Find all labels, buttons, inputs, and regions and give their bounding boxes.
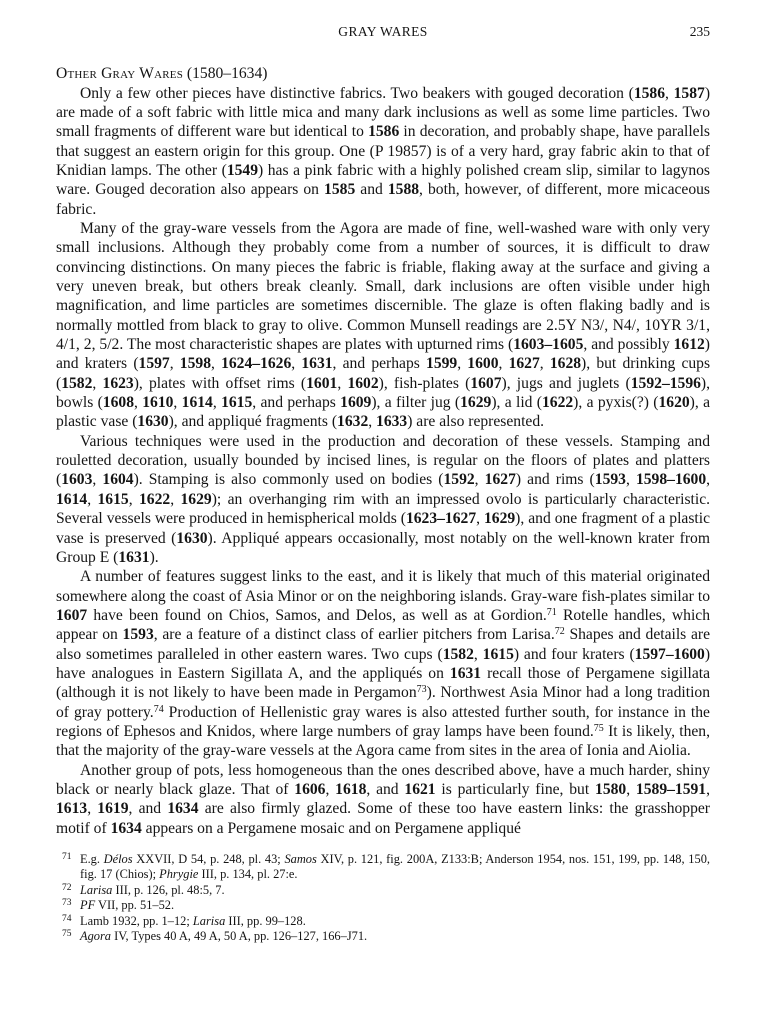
footnote-number: 73	[62, 898, 72, 909]
footnote-text: Lamb 1932, pp. 1–12; Larisa III, pp. 99–128.	[80, 913, 306, 928]
section-heading-range: (1580–1634)	[183, 65, 268, 82]
footnote	[56, 929, 710, 944]
footnote-number: 75	[62, 929, 72, 940]
running-head	[56, 22, 710, 48]
paragraph: Various techniques were used in the production and decoration of these vessels. Stamping and rouletted decoration, usually bounded by incised lines, is regular on the floors of plates and platters (1603, 1604). Stamping is also commonly used on bodies (1592, 1627) and rims (1593, 1598–1600, 1614, 1615, 1622, 1629); an overhanging rim with an impressed ovolo is particularly characteristic. Several vessels were produced in hemispherical molds (1623–1627, 1629), and one fragment of a plastic vase is preserved (1630). Appliqué appears occasionally, most notably on the well-known krater from Group E (1631).	[56, 432, 711, 566]
body-text	[56, 84, 710, 838]
footnote-text: PF VII, pp. 51–52.	[80, 898, 175, 913]
footnote-number: 72	[62, 882, 72, 893]
footnotes	[56, 852, 710, 944]
footnote	[56, 852, 710, 883]
running-title: GRAY WARES	[338, 24, 428, 39]
footnote-text: Larisa III, p. 126, pl. 48:5, 7.	[80, 882, 225, 897]
page-number: 235	[689, 24, 710, 39]
section-heading-title: Other Gray Wares	[56, 65, 184, 82]
section-heading	[56, 64, 710, 84]
footnote-text: Agora IV, Types 40 A, 49 A, 50 A, pp. 126–127, 166–J71.	[80, 929, 368, 944]
footnote	[56, 883, 710, 898]
footnote-number: 71	[62, 852, 72, 862]
footnote-text: E.g. Délos XXVII, D 54, p. 248, pl. 43; Samos XIV, p. 121, fig. 200A, Z133:B; Anderson 1954, nos. 151, 199, pp. 148, 150, fig. 17 (Chios); Phrygie III, p. 134, pl. 27:e.	[80, 852, 710, 882]
paragraph: Another group of pots, less homogeneous than the ones described above, have a much harder, shiny black or nearly black glaze. That of 1606, 1618, and 1621 is particularly fine, but 1580, 1589–1591, 1613, 1619, and 1634 are also firmly glazed. Some of these too have eastern links: the grasshopper motif of 1634 appears on a Pergamene mosaic and on Pergamene appliqué	[56, 761, 710, 837]
paragraph: Only a few other pieces have distinctive fabrics. Two beakers with gouged decoration (1586, 1587) are made of a soft fabric with little mica and many dark inclusions as well as some lime particles. Two small fragments of different ware but identical to 1586 in decoration, and probably shape, have parallels that suggest an eastern origin for this group. One (P 19857) is of a very hard, gray fabric akin to that of Knidian lamps. The other (1549) has a pink fabric with a highly polished cream slip, similar to lagynos ware. Gouged decoration also appears on 1585 and 1588, both, however, of different, more micaceous fabric.	[56, 84, 711, 218]
footnote	[56, 914, 710, 929]
footnote	[56, 898, 710, 913]
paragraph: A number of features suggest links to the east, and it is likely that much of this material originated somewhere along the coast of Asia Minor or on the neighboring islands. Gray-ware fish-plates similar to 1607 have been found on Chios, Samos, and Delos, as well as at Gordion.$^{71}$ Rotelle handles, which appear on 1593, are a feature of a distinct class of earlier pitchers from Larisa.$^{72}$ Shapes and details are also sometimes paralleled in other eastern wares. Two cups (1582, 1615) and four kraters (1597–1600) have analogues in Eastern Sigillata A, and the appliqués on 1631 recall those of Pergamene sigillata (although it is not likely to have been made in Pergamon$^{73}$). Northwest Asia Minor had a long tradition of gray pottery.$^{74}$ Production of Hellenistic gray wares is also attested further south, for instance in the regions of Ephesos and Knidos, where large numbers of gray lamps have been found.$^{75}$ It is likely, then, that the majority of the gray-ware vessels at the Agora came from sites in the area of Ionia and Aiolia.	[56, 568, 711, 760]
page	[56, 22, 710, 944]
footnote-number: 74	[62, 913, 72, 924]
paragraph: Many of the gray-ware vessels from the Agora are made of fine, well-washed ware with only very small inclusions. Although they probably come from a number of sources, it is difficult to draw convincing distinctions. On many pieces the fabric is friable, flaking away at the surface and giving a very uneven break, but others break cleanly. Small, dark inclusions are often visible under high magnification, and lime particles are sometimes discernible. The glaze is often flaking badly and is normally mottled from black to gray to olive. Common Munsell readings are 2.5Y N3/, N4/, 10YR 3/1, 4/1, 2, 5/2. The most characteristic shapes are plates with upturned rims (1603–1605, and possibly 1612) and kraters (1597, 1598, 1624–1626, 1631, and perhaps 1599, 1600, 1627, 1628), but drinking cups (1582, 1623), plates with offset rims (1601, 1602), fish-plates (1607), jugs and juglets (1592–1596), bowls (1608, 1610, 1614, 1615, and perhaps 1609), a filter jug (1629), a lid (1622), a pyxis(?) (1620), a plastic vase (1630), and appliqué fragments (1632, 1633) are also represented.	[56, 220, 711, 431]
